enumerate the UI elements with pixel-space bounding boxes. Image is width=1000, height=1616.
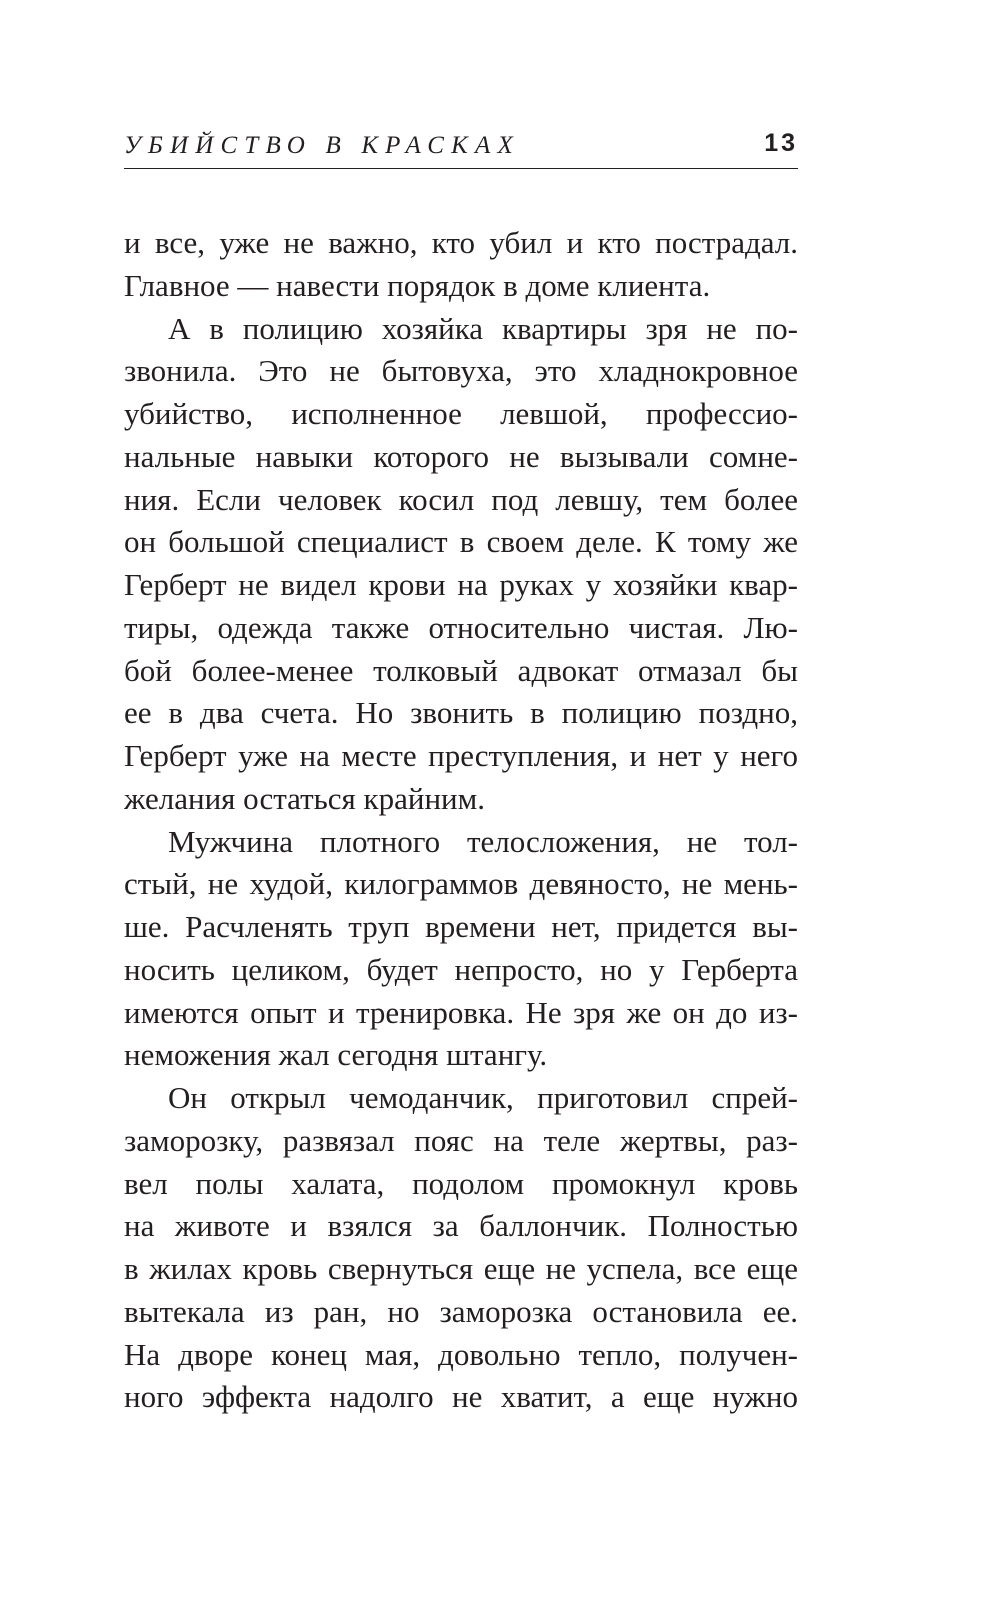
text-line: в жилах кровь свернуться еще не успела, все еще [124,1251,798,1286]
text-line: вытекала из ран, но заморозка остановила ее. [124,1293,798,1329]
text-line: носить целиком, будет непросто, но у Герберта [124,951,798,987]
text-line: на животе и взялся за баллончик. Полностью [124,1208,798,1244]
text-line: ния. Если человек косил под левшу, тем более [124,481,798,517]
page-number: 13 [764,129,798,157]
text-line: убийство, исполненное левшой, профессио- [124,396,798,431]
text-line: тиры, одежда также относительно чистая. Лю- [124,609,798,645]
body-text [124,222,798,1419]
text-line: бой более-менее толковый адвокат отмазал бы [124,652,798,688]
text-line: Он открыл чемоданчик, приготовил спрей- [168,1080,798,1115]
text-line: стый, не худой, килограммов девяносто, не мень- [124,866,798,902]
text-line: имеются опыт и тренировка. Не зря же он до из- [124,994,798,1030]
text-line: он большой специалист в своем деле. К тому же [124,524,798,560]
text-line: вел полы халата, подолом промокнул кровь [124,1165,798,1201]
text-line: желания остаться крайним. [124,780,486,816]
running-header [124,126,798,169]
text-line: На дворе конец мая, довольно тепло, получен- [124,1336,798,1372]
text-line: ше. Расчленять труп времени нет, придется вы- [124,909,798,944]
text-line: ее в два счета. Но звонить в полицию поздно, [124,695,798,731]
running-title: УБИЙСТВО В КРАСКАХ [124,132,520,159]
text-line: ного эффекта надолго не хватит, а еще нужно [124,1379,798,1415]
text-line: нальные навыки которого не вызывали сомне- [124,438,798,474]
text-line: Герберт уже на месте преступления, и нет у него [124,738,798,773]
text-line: Герберт не видел крови на руках у хозяйки квар- [124,567,798,602]
text-line: заморозку, развязал пояс на теле жертвы, раз- [124,1122,798,1158]
text-line: Мужчина плотного телосложения, не тол- [168,823,798,859]
text-line: и все, уже не важно, кто убил и кто пострадал. [124,225,798,260]
text-line: звонила. Это не бытовуха, это хладнокровное [124,353,798,389]
text-line: неможения жал сегодня штангу. [124,1037,548,1073]
text-line: А в полицию хозяйка квартиры зря не по- [168,310,798,346]
text-line: Главное — навести порядок в доме клиента. [124,267,711,303]
